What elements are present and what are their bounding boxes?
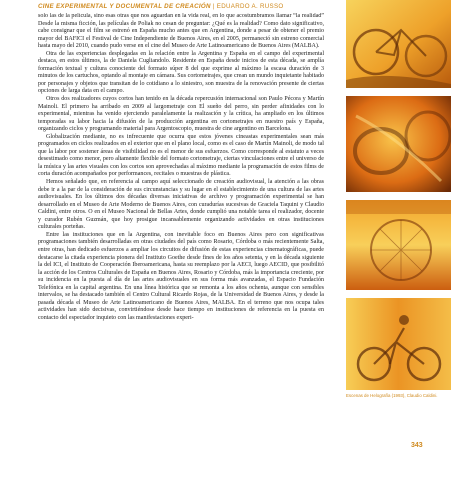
paragraph-2: Otra de las experiencias desplegadas en la relación entre la Argentina y España en el campo del experimental destaca, en estos últimos, la de Daniela Cugliandolo. Residente en España desde inicios de esta década, se amplía formación textual y cultura conociente del formato súper 8 del que exprime al máximo la escasa duración de 3 minutos de los cartuchos, optando al montaje en cámara. Sus cortometrajes, que crean un mundo inquietante habitado por personajes y objetos que transitan de lo cotidiano a lo siniestro, son muestra de la renovación presente de ciertas opciones de larga data en el campo. [38, 50, 324, 95]
page-number: 343 [411, 442, 423, 449]
header-separator: | [212, 3, 215, 10]
paragraph-1: solo las de la película, sino esas otras que nos aguardan en la vida real, en lo que acostumbramos llamar “la realidad” Desde la misma ficción, las películas de Poliak no cesan de preguntar: ¿Qué es la realidad? Como dato significativo, cabe consignar que el film se estrenó en España mucho antes que en Argentina, donde a pesar de obtener el premio mayor del BAFICI el Festival de Cine Independiente de Buenos Aires, en el 2005, permaneció sin estreno comercial hasta mayo del 2010, cuando pudo verse en el cine del Museo de Arte Latinoamericano de Buenos Aires (MALBA). [38, 13, 324, 50]
cyclist-silhouette-photo-icon [346, 298, 451, 390]
header-section-title: CINE EXPERIMENTAL Y DOCUMENTAL DE CREACIÓN [38, 3, 211, 10]
header-author: EDUARDO A. RUSSO [216, 3, 284, 10]
article-body [38, 13, 324, 473]
blurred-bicycle-photo-icon [346, 96, 451, 192]
film-still-1 [346, 0, 451, 88]
film-still-4 [346, 298, 451, 390]
film-still-2 [346, 96, 451, 192]
paragraph-3: Otros dos realizadores cuyos cortos han tenido en la década repercusión internacional son Paulo Pécora y Martín Mainoli. El primero ha arribado en 2009 al largometraje con El sueño del perro, sin perder afinidades con lo experimental, mientras ha venido ejerciendo paralelamente la realización y la crítica, ha ampliado en los últimos temporadas su labor hacia la difusión de la producción argentina en cortometrajes en nuestro país y España, organizando ciclos y programando material para Argentoscopio, muestra de cine argentino en Barcelona. [38, 96, 324, 133]
bicycle-wheel-photo-icon [346, 200, 451, 290]
bicycle-shadow-photo-icon [346, 0, 451, 88]
paragraph-5: Hemos señalado que, en referencia al campo aquí seleccionado de creación audiovisual, la atención a las obras debe ir a la par de la consideración de sus circunstancias y su lugar en el establecimiento de una cultura de las artes audiovisuales. En los últimos dos décadas diversas iniciativas de archivo y programación experimental se han desarrollado en el Museo de Arte Moderno de Buenos Aires, con curadurías sucesivas de Graciela Taquini y Claudio Caldini, entre otros. O en el Museo Nacional de Bellas Artes, donde cumplió una notable tarea el realizador, docente y curador Rubén Guzmán, que hoy prosigue incansablemente organizando actividades en otras instituciones culturales porteñas. [38, 179, 324, 231]
paragraph-6: Entre las instituciones que en la Argentina, con inevitable foco en Buenos Aires pero con significativas programaciones también desarrolladas en otras ciudades del país como Rosario, Córdoba o más recientemente Salta, entre otras, han dedicado esfuerzos a ampliar los circuitos de difusión de estas experiencias cinematográficas, puede destacarse la citada experiencia pionera del Instituto Goethe desde fines de los años setenta, y en la década siguiente la del ICI, el Instituto de Cooperación Iberoamericana, hasta su reemplazo por la AECI, luego AECID, que posibilitó la acción de los Centros Culturales de España en Buenos Aires, Rosario y Córdoba, más la importancia creciente, por su incidencia en la puesta al día de las artes audiovisuales en sus forma más avanzadas, el Espacio Fundación Telefónica en la capital argentina. En una línea histórica que se remonta a los años ochenta, aunque con sensibles intervalos, se ha destacado también el Centro Cultural Ricardo Rojas, de la Universidad de Buenos Aires, y desde la pasada década el Museo de Arte Latinoamericano de Buenos Aires, MALBA. En el terreno que nos ocupa tales actividades han sido decisivas, convirtiéndose desde hace tiempo en instituciones de referencia en la puesta en contacto del espectador inquieto con las manifestaciones experi- [38, 231, 324, 321]
running-header [38, 3, 338, 11]
paragraph-4: Globalización mediante, no es infrecuente que ocurra que estos jóvenes cineastas experimentales sean más programados en ciclos realizados en el exterior que en el plano local, como es el caso de Martín Mainoli, de modo tal que la labor por sostener áreas de visibilidad no es el menor de sus esfuerzos. Como corresponde al estatuto a veces desestimado como menor, pero altamente flexible del formato cortometraje, ciertas vinculaciones entre el universo de la música y las artes visuales con los cortos son aprovechadas al máximo mediante la programación de estos films de corta duración acompañados por performances, recitales o muestras de plástica. [38, 133, 324, 178]
film-still-3 [346, 200, 451, 290]
image-caption: Escenas de Helografía (1993), Claudio Caldini. [346, 393, 438, 398]
